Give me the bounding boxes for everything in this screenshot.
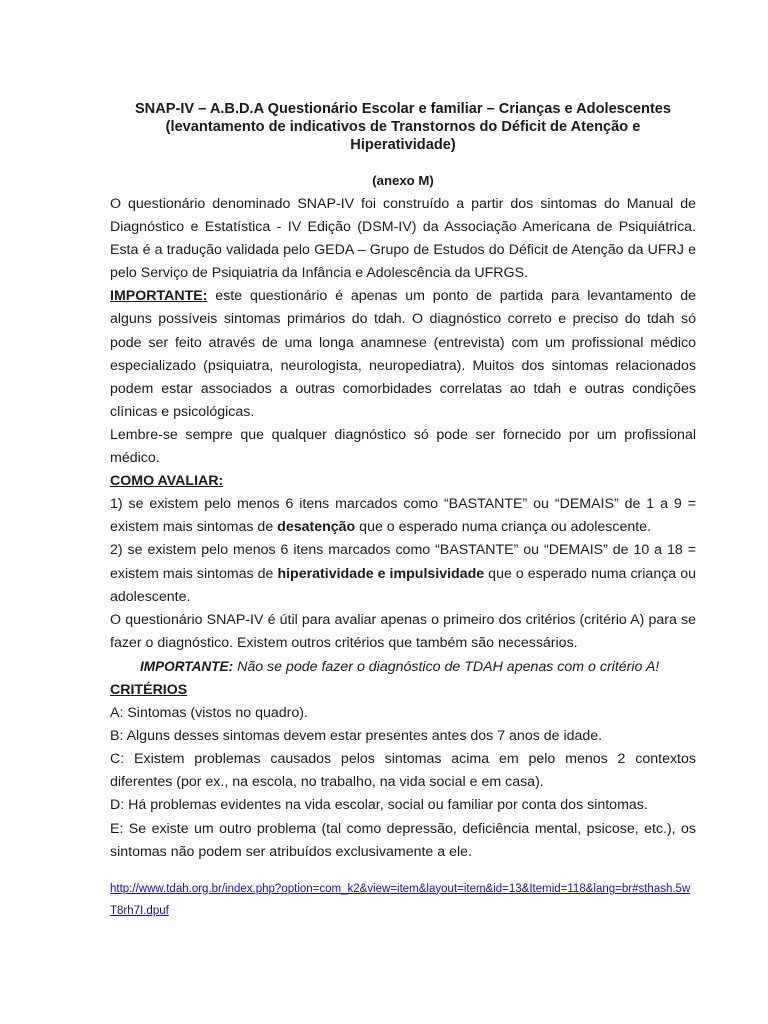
criteria-item: B: Alguns desses sintomas devem estar presentes antes dos 7 anos de idade. (110, 728, 603, 745)
emphasis-hiperatividade: hiperatividade e impulsividade (277, 565, 485, 582)
emphasis-desatencao: desatenção (277, 519, 356, 536)
how-item-2: 2) se existem pelo menos 6 itens marcados como “BASTANTE” ou “DEMAIS” de 10 a 18 = existem mais sintomas de hiperatividade e impulsividade que o esperado numa criança ou adolescente. (110, 542, 696, 605)
criteria-heading: CRITÉRIOS (110, 681, 188, 698)
source-link[interactable]: http://www.tdah.org.br/index.php?option=com_k2&view=item&layout=item&id=13&Itemid=118&lang=br#sthash.5wT8rh7I.dpuf (110, 882, 691, 917)
important-paragraph (110, 285, 696, 424)
doc-title-line2: (levantamento de indicativos de Transtornos do Déficit de Atenção e (165, 119, 641, 135)
doc-title-line1: SNAP-IV – A.B.D.A Questionário Escolar e familiar – Crianças e Adolescentes (134, 101, 672, 117)
important-text: este questionário é apenas um ponto de partida para levantamento de alguns possíveis sintomas primários do tdah. O diagnóstico correto e preciso do tdah só pode ser feito através de uma longa anamnese (entrevista) com um profissional médico especializado (psiquiatra, neurologista, neuropediatra). Muitos dos sintomas relacionados podem estar associados a outras comorbidades correlatas ao tdah e outras condições clínicas e psicológicas. (110, 288, 696, 420)
how-note: O questionário SNAP-IV é útil para avaliar apenas o primeiro dos critérios (critério A) para se fazer o diagnóstico. Existem outros critérios que também são necessários. (110, 611, 696, 651)
important-note-2 (110, 655, 696, 679)
doc-title-line3: Hiperatividade) (350, 137, 456, 153)
important2-text: Não se pode fazer o diagnóstico de TDAH apenas com o critério A! (233, 658, 660, 675)
important2-label: IMPORTANTE: (140, 658, 234, 674)
criteria-item: C: Existem problemas causados pelos sintomas acima em pelo menos 2 contextos diferentes (por ex., na escola, no trabalho, na vida social e em casa). (110, 751, 696, 791)
intro-paragraph: O questionário denominado SNAP-IV foi construído a partir dos sintomas do Manual de Diagnóstico e Estatística - IV Edição (DSM-IV) da Associação Americana de Psiquiátrica. Esta é a tradução validada pelo GEDA – Grupo de Estudos do Déficit de Atenção da UFRJ e pelo Serviço de Psiquiatria da Infância e Adolescência da UFRGS. (110, 196, 696, 282)
criteria-item: D: Há problemas evidentes na vida escolar, social ou familiar por conta dos sintomas. (110, 797, 648, 814)
criteria-item: E: Se existe um outro problema (tal como depressão, deficiência mental, psicose, etc.), os sintomas não podem ser atribuídos exclusivamente a ele. (110, 820, 696, 860)
reminder-paragraph: Lembre-se sempre que qualquer diagnóstico só pode ser fornecido por um profissional médico. (110, 426, 696, 467)
how-item-1: 1) se existem pelo menos 6 itens marcados como “BASTANTE” ou “DEMAIS” de 1 a 9 = existem mais sintomas de desatenção que o esperado numa criança ou adolescente. (110, 496, 696, 536)
criteria-item: A: Sintomas (vistos no quadro). (110, 705, 308, 722)
important-label: IMPORTANTE: (110, 288, 208, 305)
annex-label: (anexo M) (372, 173, 434, 188)
how-heading: COMO AVALIAR: (110, 473, 224, 490)
document-page (110, 100, 696, 922)
